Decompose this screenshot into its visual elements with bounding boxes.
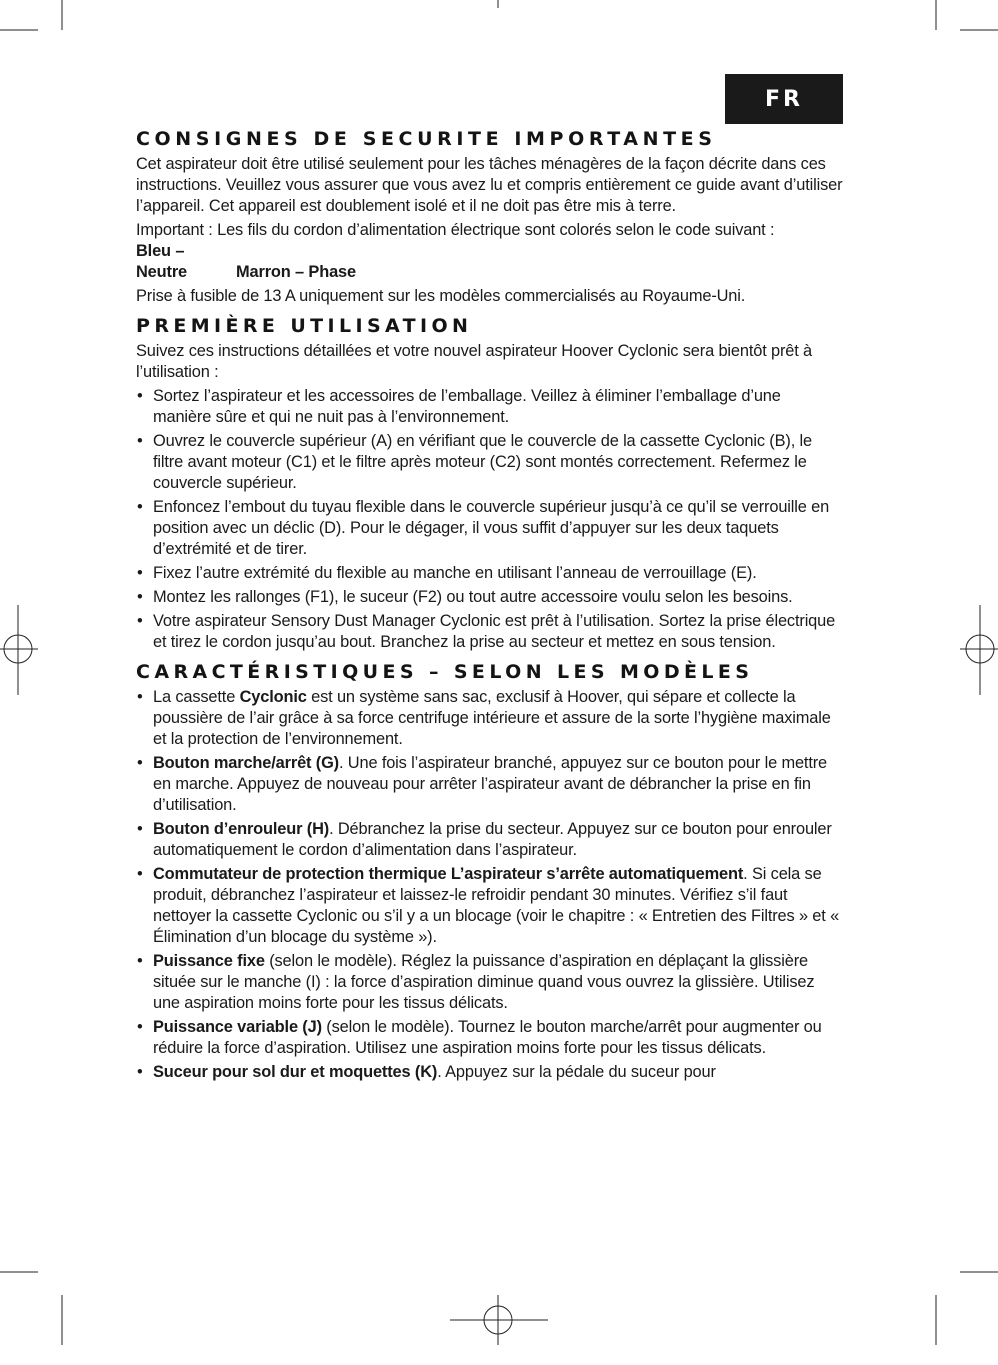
item-text: . Débranchez la prise du secteur. Appuyez sur ce bouton pour enrouler automatiquement le cordon d’alimentation dans l’aspirateur. — [153, 820, 832, 859]
first-use-heading: PREMIÈRE UTILISATION — [136, 315, 473, 337]
list-item — [136, 1062, 843, 1083]
list-item — [136, 951, 843, 1014]
item-term: Puissance fixe — [153, 952, 265, 970]
safety-section — [136, 124, 843, 307]
safety-paragraph-2 — [136, 220, 843, 283]
item-term: Suceur pour sol dur et moquettes (K) — [153, 1063, 438, 1081]
list-item: • Sortez l’aspirateur et les accessoires de l’emballage. Veillez à éliminer l’emballage d’une manière sûre et qui ne nuit pas à l’environnement. — [136, 386, 843, 428]
item-term: Commutateur de protection thermique L’aspirateur s’arrête automatiquement — [153, 865, 744, 883]
language-tab: FR — [725, 74, 843, 124]
item-text: . Une fois l’aspirateur branché, appuyez sur ce bouton pour le mettre en marche. Appuyez de nouveau pour arrêter l’aspirateur avant de débrancher la prise en fin d’utilisation. — [153, 754, 828, 814]
features-section — [136, 657, 843, 1083]
first-use-intro: Suivez ces instructions détaillées et votre nouvel aspirateur Hoover Cyclonic sera bientôt prêt à l’utilisation : — [136, 342, 813, 381]
item-term: Puissance variable (J) — [153, 1018, 322, 1036]
item-text: est un système sans sac, exclusif à Hoover, qui sépare et collecte la poussière de l’air grâce à sa force centrifuge intérieure et assure de la sorte l’hygiène maximale et la protection de l’environnement. — [153, 688, 831, 748]
item-text: . Appuyez sur la pédale du suceur pour — [437, 1063, 716, 1081]
wire-code-text: Important : Les fils du cordon d’alimentation électrique sont colorés selon le code suivant : — [136, 221, 775, 239]
wire-brown: Marron – Phase — [236, 263, 356, 281]
list-item: • Votre aspirateur Sensory Dust Manager Cyclonic est prêt à l’utilisation. Sortez la prise électrique et tirez le cordon jusqu’au bout. Branchez la prise au secteur et mettez en sous tension. — [136, 611, 843, 653]
first-use-section — [136, 311, 843, 653]
page-content — [136, 124, 843, 1086]
item-prefix: La cassette — [153, 688, 240, 706]
list-item — [136, 819, 843, 861]
safety-paragraph-3: Prise à fusible de 13 A uniquement sur les modèles commercialisés au Royaume-Uni. — [136, 287, 746, 305]
wire-blue: Bleu – Neutre — [136, 242, 188, 281]
item-term: Cyclonic — [239, 688, 307, 706]
features-heading: CARACTÉRISTIQUES – SELON LES MODÈLES — [136, 661, 754, 683]
list-item: • Enfoncez l’embout du tuyau flexible dans le couvercle supérieur jusqu’à ce qu’il se verrouille en position avec un déclic (D). Pour le dégager, il vous suffit d’appuyer sur les deux taquets d’extrémité et de tirer. — [136, 497, 843, 560]
list-item — [136, 687, 843, 750]
list-item — [136, 753, 843, 816]
list-item: • Ouvrez le couvercle supérieur (A) en vérifiant que le couvercle de la cassette Cyclonic (B), le filtre avant moteur (C1) et le filtre après moteur (C2) sont montés correctement. Refermez le couvercle supérieur. — [136, 431, 843, 494]
safety-paragraph-1: Cet aspirateur doit être utilisé seulement pour les tâches ménagères de la façon décrite dans ces instructions. Veuillez vous assurer que vous avez lu et compris entièrement ce guide avant d’utiliser l’appareil. Cet appareil est doublement isolé et il ne doit pas être mis à terre. — [136, 155, 843, 215]
safety-heading: CONSIGNES DE SECURITE IMPORTANTES — [136, 128, 717, 150]
item-text: (selon le modèle). Réglez la puissance d’aspiration en déplaçant la glissière située sur le manche (I) : la force d’aspiration diminue quand vous ouvrez la glissière. Utilisez une aspiration moins forte pour les tissus délicats. — [153, 952, 815, 1012]
item-text: . Si cela se produit, débranchez l’aspirateur et laissez-le refroidir pendant 30 minutes. Vérifiez s’il faut nettoyer la cassette Cyclonic ou s’il y a un blocage (voir le chapitre : « Entretien des Filtres » et « Élimination d’un blocage du système »). — [153, 865, 840, 946]
list-item: • Fixez l’autre extrémité du flexible au manche en utilisant l’anneau de verrouillage (E). — [136, 563, 843, 584]
features-list — [136, 687, 843, 1083]
list-item: • Montez les rallonges (F1), le suceur (F2) ou tout autre accessoire voulu selon les besoins. — [136, 587, 843, 608]
list-item — [136, 1017, 843, 1059]
item-text: (selon le modèle). Tournez le bouton marche/arrêt pour augmenter ou réduire la force d’aspiration. Utilisez une aspiration moins forte pour les tissus délicats. — [153, 1018, 822, 1057]
list-item — [136, 864, 843, 948]
item-term: Bouton marche/arrêt (G) — [153, 754, 339, 772]
first-use-list — [136, 386, 843, 653]
item-term: Bouton d’enrouleur (H) — [153, 820, 330, 838]
